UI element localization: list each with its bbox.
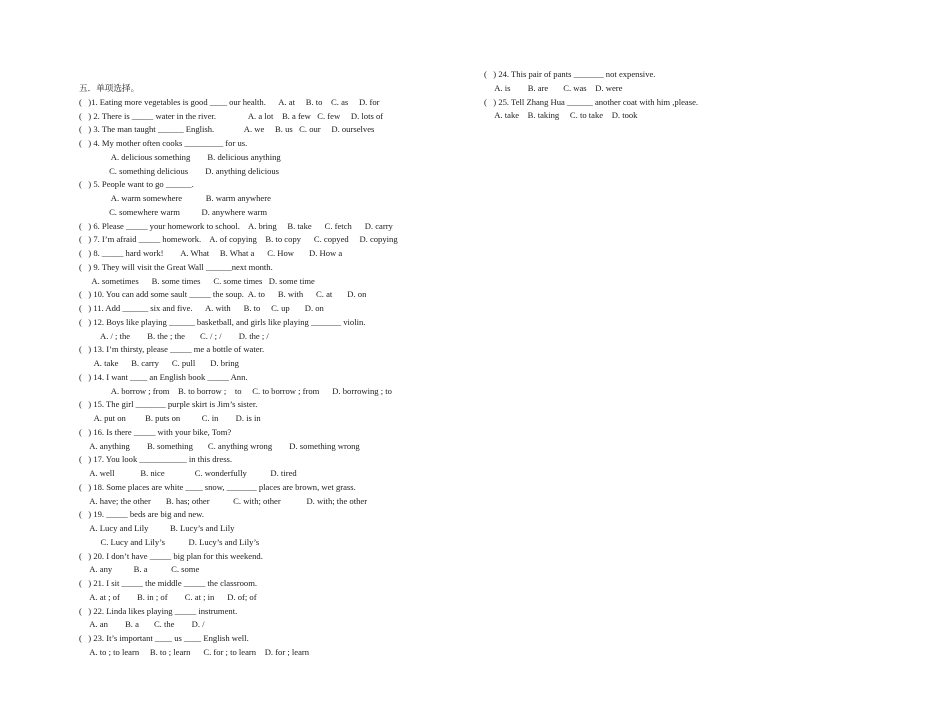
right-question-list	[484, 68, 784, 123]
question-line: A. / ; the B. the ; the C. / ; / D. the ; /	[79, 330, 269, 341]
question-line: A. well B. nice C. wonderfully D. tired	[79, 468, 297, 478]
left-column	[79, 82, 479, 660]
question-line: C. something delicious D. anything delicious	[79, 165, 280, 176]
question-line: A. to ; to learn B. to ; learn C. for ; to learn D. for ; learn	[79, 646, 310, 657]
question-line: ( ) 23. It’s important ____ us ____ English well.	[79, 633, 249, 643]
question-line: ( ) 21. I sit _____ the middle _____ the classroom.	[79, 578, 258, 588]
question-line: ( ) 24. This pair of pants _______ not expensive.	[484, 69, 656, 79]
question-line: A. put on B. puts on C. in D. is in	[79, 413, 261, 423]
question-line: A. warm somewhere B. warm anywhere	[79, 193, 271, 203]
left-question-list	[79, 96, 479, 660]
question-line: ( ) 9. They will visit the Great Wall ______next month.	[79, 261, 273, 272]
question-line: ( ) 2. There is _____ water in the river. A. a lot B. a few C. few D. lots of	[79, 110, 384, 121]
question-line: ( )1. Eating more vegetables is good ____ our health. A. at B. to C. as D. for	[79, 96, 380, 107]
section-title: 五．单项选择。	[79, 83, 140, 93]
question-line: ( ) 22. Linda likes playing _____ instrument.	[79, 605, 238, 616]
question-line: A. Lucy and Lily B. Lucy’s and Lily	[79, 523, 235, 533]
question-line: ( ) 17. You look ___________ in this dress.	[79, 454, 233, 465]
question-line: ( ) 5. People want to go ______.	[79, 179, 194, 190]
question-line: ( ) 10. You can add some sault _____ the soup. A. to B. with C. at D. on	[79, 289, 367, 300]
question-line: A. take B. taking C. to take D. took	[484, 110, 638, 121]
question-line: ( ) 4. My mother often cooks _________ for us.	[79, 138, 248, 148]
question-line: ( ) 3. The man taught ______ English. A. we B. us C. our D. ourselves	[79, 124, 375, 135]
question-line: A. is B. are C. was D. were	[484, 82, 623, 93]
right-column	[484, 68, 784, 123]
question-line: ( ) 20. I don’t have _____ big plan for this weekend.	[79, 550, 263, 561]
question-line: A. borrow ; from B. to borrow ; to C. to borrow ; from D. borrowing ; to	[79, 385, 392, 396]
question-line: A. have; the other B. has; other C. with; other D. with; the other	[79, 495, 368, 506]
question-line: A. at ; of B. in ; of C. at ; in D. of; of	[79, 591, 257, 602]
question-line: C. somewhere warm D. anywhere warm	[79, 206, 268, 217]
question-line: ( ) 8. _____ hard work! A. What B. What a C. How D. How a	[79, 248, 343, 258]
question-line: A. any B. a C. some	[79, 564, 200, 575]
question-line: A. take B. carry C. pull D. bring	[79, 358, 239, 368]
question-line: ( ) 15. The girl _______ purple skirt is Jim’s sister.	[79, 399, 258, 410]
question-line: A. delicious something B. delicious anything	[79, 151, 281, 162]
question-line: ( ) 6. Please _____ your homework to school. A. bring B. take C. fetch D. carry	[79, 220, 393, 231]
question-line: ( ) 14. I want ____ an English book _____ Ann.	[79, 371, 248, 382]
question-line: ( ) 13. I’m thirsty, please _____ me a bottle of water.	[79, 344, 265, 355]
question-line: ( ) 25. Tell Zhang Hua ______ another coat with him ,please.	[484, 96, 699, 107]
question-line: A. an B. a C. the D. /	[79, 619, 205, 630]
question-line: A. sometimes B. some times C. some times D. some time	[79, 275, 315, 286]
question-line: A. anything B. something C. anything wrong D. something wrong	[79, 440, 360, 451]
question-line: ( ) 12. Boys like playing ______ basketball, and girls like playing _______ violin.	[79, 316, 366, 327]
question-line: ( ) 18. Some places are white ____ snow, _______ places are brown, wet grass.	[79, 481, 356, 492]
question-line: ( ) 7. I’m afraid _____ homework. A. of copying B. to copy C. copyed D. copying	[79, 234, 398, 245]
question-line: ( ) 19. _____ beds are big and new.	[79, 509, 204, 520]
question-line: ( ) 16. Is there _____ with your bike, Tom?	[79, 426, 232, 437]
question-line: ( ) 11. Add ______ six and five. A. with B. to C. up D. on	[79, 303, 324, 313]
question-line: C. Lucy and Lily’s D. Lucy’s and Lily’s	[79, 536, 260, 547]
